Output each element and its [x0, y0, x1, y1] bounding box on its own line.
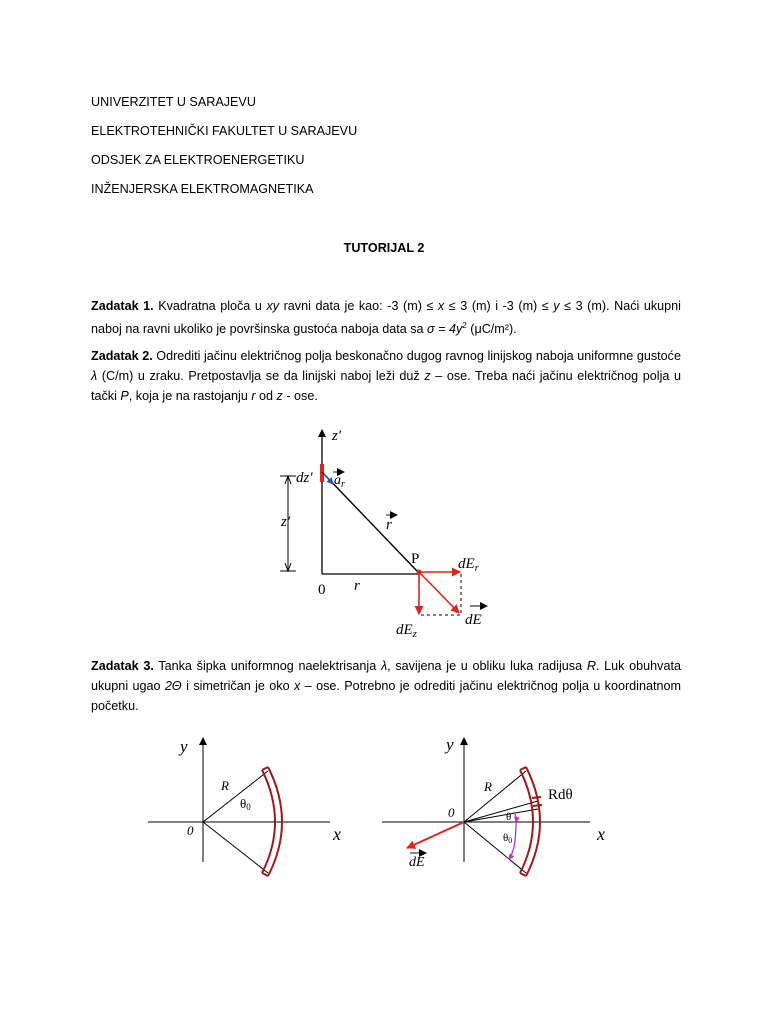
page-title: TUTORIJAL 2 [343, 241, 425, 255]
task-3-text: Tanka šipka uniformnog naelektrisanja [153, 659, 381, 673]
ar-letter: a [334, 473, 341, 488]
task-1-y: y [553, 299, 560, 313]
x-axis-label: x [597, 824, 605, 844]
arc-end [520, 767, 526, 770]
dEz-label [396, 622, 418, 640]
task-3-lambda: λ [380, 659, 388, 673]
task-1-text: ≤ 3 (m) i -3 (m) ≤ [444, 299, 554, 313]
task-2-text: od [255, 389, 277, 403]
dEz-text: dE [396, 622, 413, 638]
dE-label: dE [465, 612, 482, 628]
task-2-text: – ose. Treba naći jačinu električnog polja u tački [91, 369, 681, 403]
radius-label: R [221, 778, 229, 793]
task-3-r: R [586, 659, 596, 673]
task-2-r: r [251, 389, 256, 403]
radius-label: R [484, 779, 492, 794]
figure-line-charge [280, 428, 487, 640]
department-name: ODSJEK ZA ELEKTROENERGETIKU [91, 153, 305, 167]
point-p-label: P [411, 551, 420, 567]
task-2-z: z [424, 369, 431, 383]
task-2-p: P [120, 389, 129, 403]
task-2-text: , koja je na rastojanju [128, 389, 252, 403]
course-name: INŽENJERSKA ELEKTROMAGNETIKA [91, 182, 314, 196]
task-1-x: x [437, 299, 445, 313]
theta0-label [240, 796, 251, 812]
task-1-xy: xy [266, 299, 280, 313]
university-name: UNIVERZITET U SARAJEVU [91, 95, 256, 109]
theta-line [464, 809, 538, 822]
arc-end [520, 873, 526, 876]
dEr-label [458, 556, 480, 574]
arc-end [262, 873, 268, 876]
task-3-label: Zadatak 3. [91, 659, 154, 673]
task-1-text: (μC/m²). [466, 322, 517, 337]
theta-label: θ [506, 811, 512, 823]
dEr-subscript: r [474, 562, 479, 574]
x-axis-label: x [333, 824, 341, 844]
theta0-letter: θ [240, 796, 247, 811]
task-1-label: Zadatak 1. [91, 299, 154, 313]
rdtheta-label: Rdθ [548, 787, 573, 803]
radius-line [203, 771, 268, 822]
theta0-letter: θ [503, 832, 509, 844]
r-distance-label: r [354, 578, 360, 594]
task-2-text: - ose. [282, 389, 318, 403]
theta0-subscript: 0 [246, 802, 251, 812]
ar-subscript: r [341, 479, 345, 490]
figure-arc [148, 737, 341, 876]
z-prime-label: z′ [281, 514, 291, 530]
theta0-label [503, 832, 512, 845]
task-3-text: – ose. Potrebno je odrediti jačinu električnog polja u koordinatnom početku. [91, 679, 681, 713]
dE-arrow [419, 572, 459, 613]
faculty-name: ELEKTROTEHNIČKI FAKULTET U SARAJEVU [91, 124, 358, 138]
theta0-subscript: 0 [508, 836, 513, 845]
task-2-text: (C/m) u zraku. Pretpostavlja se da linijski naboj leži duž [97, 369, 425, 383]
radius-line [464, 771, 526, 822]
r-vector-label: r [386, 517, 392, 533]
arc-element-edge [533, 805, 542, 806]
y-axis-label: y [180, 737, 188, 756]
origin-label: 0 [318, 582, 326, 598]
task-3-text: , savijena je u obliku luka radijusa [387, 659, 587, 673]
figure-arc-field [382, 735, 605, 876]
arc-end [262, 767, 268, 770]
theta-angle-arc [514, 812, 516, 822]
unit-vector-arrow [324, 474, 333, 484]
task-3-angle: 2Θ [164, 679, 182, 693]
task-3-text: . Luk obuhvata ukupni ugao [91, 659, 681, 693]
task-3-x: x [294, 679, 301, 693]
dz-label: dz′ [296, 470, 313, 486]
task-1-formula: σ = 4y [427, 322, 463, 337]
task-1-text: Kvadratna ploča u [153, 299, 267, 313]
ar-label [334, 473, 345, 490]
y-axis-label: y [446, 735, 454, 754]
origin-label: 0 [187, 823, 194, 838]
radius-line [203, 822, 268, 873]
task-2-label: Zadatak 2. [91, 349, 153, 363]
task-1-text: ravni data je kao: -3 (m) ≤ [279, 299, 438, 313]
task-1-sup: 2 [462, 321, 467, 330]
point-p-dot [417, 570, 422, 575]
dEr-text: dE [458, 556, 475, 572]
dE-label: dE [409, 855, 425, 870]
dE-arrow [407, 822, 464, 848]
radius-line [464, 822, 526, 873]
task-2-text: Odrediti jačinu električnog polja beskonačno dugog ravnog linijskog naboja uniformne gustoće [152, 349, 681, 363]
z-axis-label: z′ [332, 428, 342, 444]
task-3-text: i simetričan je oko [181, 679, 294, 693]
theta-line [464, 801, 538, 822]
task-2-z2: z [276, 389, 283, 403]
arc-element-edge [532, 797, 541, 798]
task-1-text: ≤ 3 (m). Naći ukupni naboj na ravni ukoliko je površinska gustoća naboja data sa [91, 299, 681, 337]
task-2-lambda: λ [91, 369, 98, 383]
origin-label: 0 [448, 805, 455, 820]
dEz-subscript: z [412, 628, 417, 640]
